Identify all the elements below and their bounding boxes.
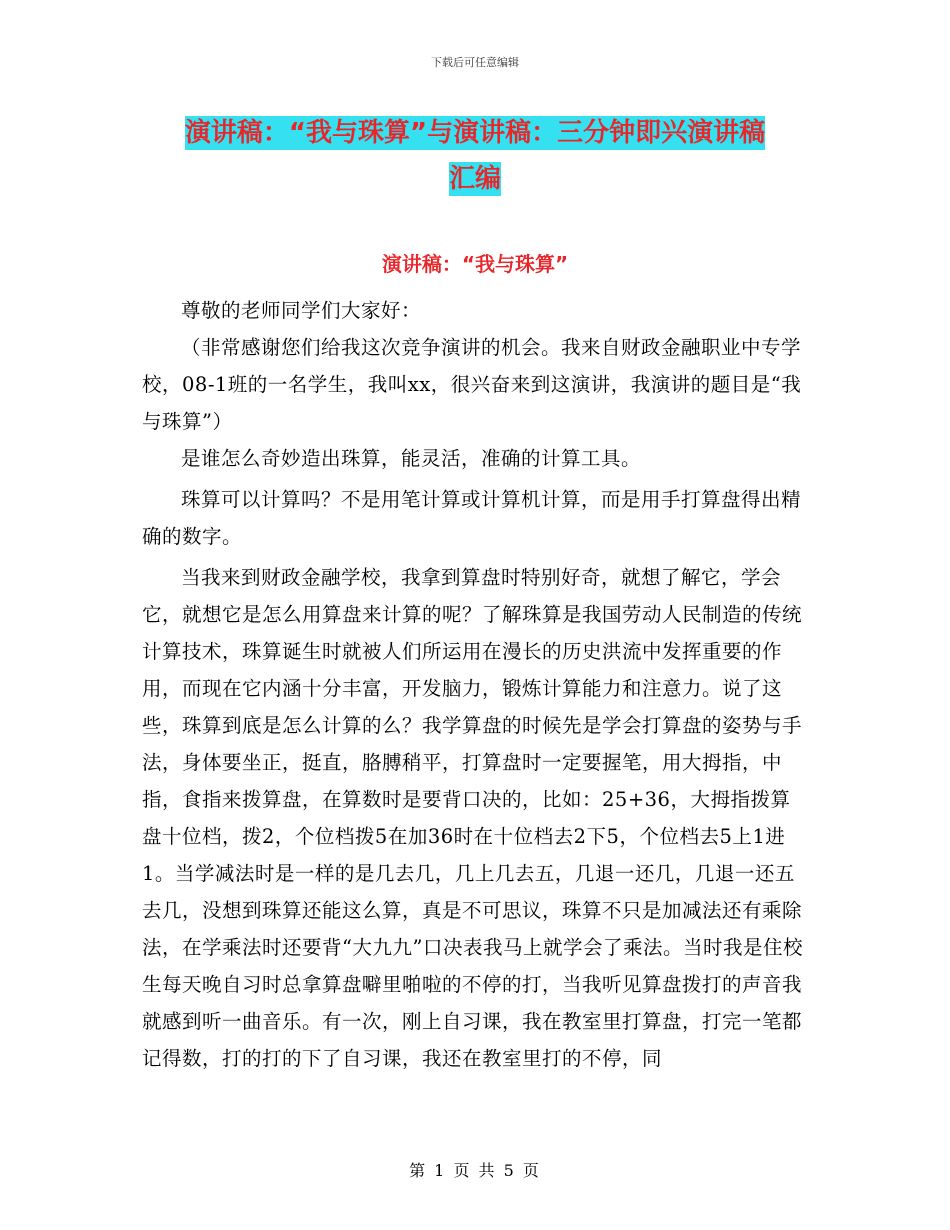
document-body — [142, 292, 810, 1077]
paragraph: 珠算可以计算吗？不是用笔计算或计算机计算，而是用手打算盘得出精确的数字。 — [142, 488, 802, 548]
paragraph: 当我来到财政金融学校，我拿到算盘时特别好奇，就想了解它，学会它，就想它是怎么用算盘来计算的呢？了解珠算是我国劳动人民制造的传统计算技术，珠算诞生时就被人们所运用在漫长的历史洪流中发挥重要的作用，而现在它内涵十分丰富，开发脑力，锻炼计算能力和注意力。说了这些，珠算到底是怎么计算的么？我学算盘的时候先是学会打算盘的姿势与手法，身体要坐正，挺直，胳膊稍平，打算盘时一定要握笔，用大拇指，中指，食指来拨算盘，在算数时是要背口决的，比如：25+36，大拇指拨算盘十位档，拨2，个位档拨5在加36时在十位档去2下5，个位档去5上1进1。当学减法时是一样的是几去几，几上几去五，几退一还几，几退一还五去几，没想到珠算还能这么算，真是不可思议，珠算不只是加减法还有乘除法，在学乘法时还要背“大九九”口决表我马上就学会了乘法。当时我是住校生每天晚自习时总拿算盘噼里啪啦的不停的打，当我听见算盘拨打的声音我就感到听一曲音乐。有一次，刚上自习课，我在教室里打算盘，打完一笔都记得数，打的打的下了自习课，我还在教室里打的不停，同 — [142, 566, 803, 1070]
paragraph: 是谁怎么奇妙造出珠算，能灵活，准确的计算工具。 — [181, 447, 642, 470]
section-heading: 演讲稿：“我与珠算” — [381, 252, 569, 276]
document-title — [140, 110, 810, 202]
page-number-footer: 第 1 页 共 5 页 — [409, 1161, 541, 1180]
paragraph-intro: （非常感谢您们给我这次竞争演讲的机会。我来自财政金融职业中专学校，08-1班的一名学生，我叫xx，很兴奋来到这演讲，我演讲的题目是“我与珠算”） — [142, 336, 802, 433]
document-title-line2: 汇编 — [448, 164, 501, 194]
page-header-note: 下载后可任意编辑 — [431, 56, 519, 69]
document-title-line1: 演讲稿：“我与珠算”与演讲稿：三分钟即兴演讲稿 — [184, 118, 766, 148]
paragraph-greeting: 尊敬的老师同学们大家好： — [181, 299, 422, 322]
